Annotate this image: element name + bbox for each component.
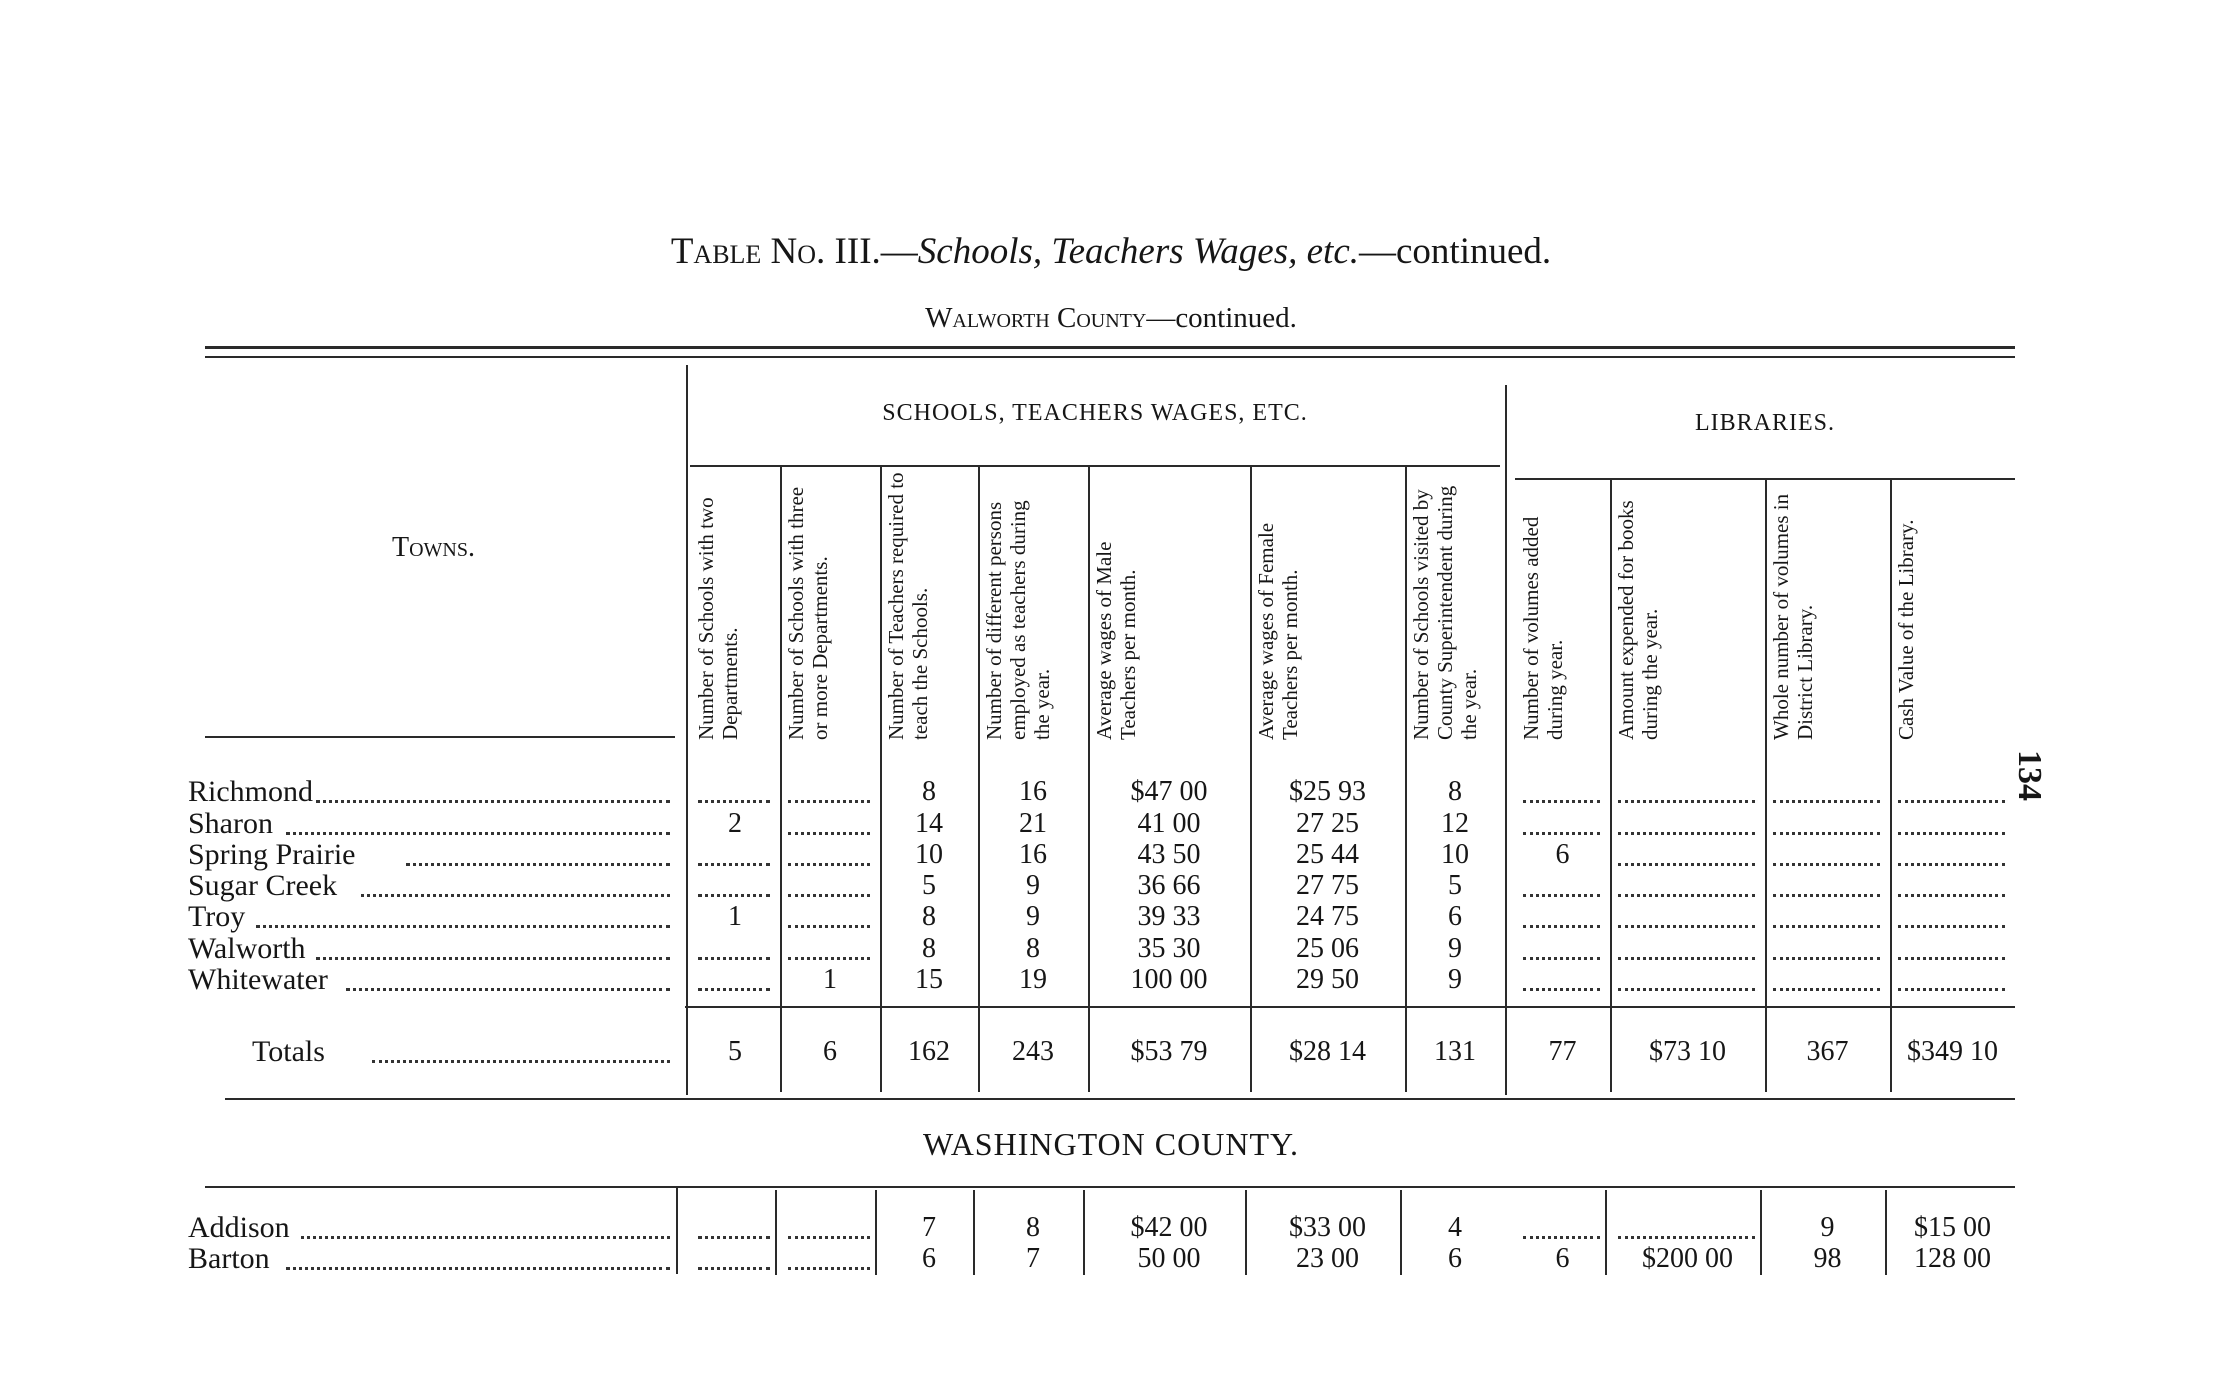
empty-cell-dots xyxy=(788,800,870,803)
empty-cell-dots xyxy=(1773,988,1880,991)
table-cell: $73 10 xyxy=(1649,1036,1726,1067)
column-header-8: Number of volumes added during year. xyxy=(1519,516,1567,740)
table-cell: 8 xyxy=(1026,933,1040,964)
table-cell: 8 xyxy=(1448,776,1462,807)
column-rule-10 xyxy=(1890,478,1892,1092)
leader-dots xyxy=(316,957,670,960)
column-header-6: Average wages of Female Teachers per month. xyxy=(1254,522,1302,740)
empty-cell-dots xyxy=(698,800,770,803)
washington-county-heading: WASHINGTON COUNTY. xyxy=(923,1126,1299,1162)
table-title-italic: Schools, Teachers Wages, etc. xyxy=(917,231,1359,272)
table-title-suffix: —continued. xyxy=(1359,231,1552,272)
table-cell: 5 xyxy=(728,1036,742,1067)
town-name: Troy xyxy=(188,900,246,933)
table-cell: 6 xyxy=(823,1036,837,1067)
empty-cell-dots xyxy=(788,925,870,928)
schools-group-header: SCHOOLS, TEACHERS WAGES, ETC. xyxy=(882,400,1308,426)
table-cell: $25 93 xyxy=(1289,776,1366,807)
table-cell: 27 75 xyxy=(1296,870,1359,901)
town-name: Barton xyxy=(188,1242,270,1275)
table-cell: 98 xyxy=(1813,1243,1842,1274)
totals-top-rule xyxy=(685,1006,2015,1008)
table-title xyxy=(0,230,2222,273)
table-cell: 9 xyxy=(1448,964,1462,995)
group-divider-rule xyxy=(1505,385,1507,1095)
column-header-5: Average wages of Male Teachers per month. xyxy=(1092,541,1140,740)
table-cell: 19 xyxy=(1019,964,1047,995)
empty-cell-dots xyxy=(1898,800,2005,803)
washington-top-rule xyxy=(205,1186,2015,1188)
towns-column-rule-wash xyxy=(676,1186,678,1274)
empty-cell-dots xyxy=(1898,894,2005,897)
town-name: Richmond xyxy=(188,775,313,808)
table-cell: 1 xyxy=(823,964,837,995)
table-cell: 29 50 xyxy=(1296,964,1359,995)
column-header-1: Number of Schools with two Departments. xyxy=(694,497,742,740)
table-cell: 9 xyxy=(1448,933,1462,964)
empty-cell-dots xyxy=(1898,863,2005,866)
table-cell: 9 xyxy=(1820,1212,1835,1243)
table-cell: 12 xyxy=(1441,808,1469,839)
table-cell: 23 00 xyxy=(1296,1243,1359,1274)
empty-cell-dots xyxy=(1773,894,1880,897)
table-cell: 6 xyxy=(1555,839,1570,870)
empty-cell-dots xyxy=(1523,1236,1600,1239)
column-header-11: Cash Value of the Library. xyxy=(1894,519,1918,740)
empty-cell-dots xyxy=(1773,832,1880,835)
column-rule-wash-1 xyxy=(775,1190,777,1275)
table-cell: 10 xyxy=(915,839,943,870)
table-cell: 14 xyxy=(915,808,943,839)
empty-cell-dots xyxy=(1898,925,2005,928)
table-cell: 21 xyxy=(1019,808,1047,839)
column-header-10: Whole number of volumes in District Library. xyxy=(1769,493,1817,740)
empty-cell-dots xyxy=(1618,832,1755,835)
table-cell: $47 00 xyxy=(1130,776,1208,807)
empty-cell-dots xyxy=(1523,832,1600,835)
town-name: Whitewater xyxy=(188,963,328,996)
leader-dots xyxy=(346,988,670,991)
empty-cell-dots xyxy=(1523,800,1600,803)
table-cell: $33 00 xyxy=(1289,1212,1366,1243)
table-cell: 367 xyxy=(1806,1036,1849,1067)
empty-cell-dots xyxy=(1618,1236,1755,1239)
empty-cell-dots xyxy=(788,1267,870,1270)
empty-cell-dots xyxy=(698,988,770,991)
table-cell: 25 06 xyxy=(1296,933,1359,964)
towns-header: Towns. xyxy=(392,532,475,563)
empty-cell-dots xyxy=(1773,800,1880,803)
table-cell: 36 66 xyxy=(1137,870,1201,901)
table-cell: $349 10 xyxy=(1907,1036,1998,1067)
empty-cell-dots xyxy=(1618,894,1755,897)
towns-column-rule xyxy=(686,365,688,1095)
leader-dots xyxy=(301,1236,670,1239)
table-cell: $15 00 xyxy=(1914,1212,1991,1243)
leader-dots xyxy=(286,1267,670,1270)
column-header-7: Number of Schools visited by County Superintendent during the year. xyxy=(1409,485,1481,740)
table-cell: 6 xyxy=(1448,1243,1462,1274)
town-name: Sharon xyxy=(188,807,273,840)
empty-cell-dots xyxy=(698,1267,770,1270)
table-cell: 43 50 xyxy=(1137,839,1201,870)
table-cell: $42 00 xyxy=(1130,1212,1208,1243)
empty-cell-dots xyxy=(788,1236,870,1239)
page-number: 134 xyxy=(2011,750,2048,801)
leader-dots xyxy=(406,863,670,866)
column-header-3: Number of Teachers required to teach the Schools. xyxy=(884,472,932,740)
table-cell: 6 xyxy=(922,1243,936,1274)
table-cell: 25 44 xyxy=(1296,839,1359,870)
top-rule xyxy=(205,346,2015,349)
table-cell: 7 xyxy=(922,1212,936,1243)
totals-label: Totals xyxy=(252,1035,325,1068)
table-cell: 1 xyxy=(728,901,742,932)
leader-dots xyxy=(256,925,670,928)
table-cell: 8 xyxy=(922,901,936,932)
empty-cell-dots xyxy=(788,894,870,897)
table-cell: 39 33 xyxy=(1137,901,1201,932)
empty-cell-dots xyxy=(1898,832,2005,835)
table-cell: 4 xyxy=(1448,1212,1462,1243)
table-cell: 8 xyxy=(922,776,936,807)
column-header-2: Number of Schools with three or more Departments. xyxy=(784,486,832,740)
table-cell: $53 79 xyxy=(1130,1036,1208,1067)
table-cell: 10 xyxy=(1441,839,1469,870)
table-cell: 6 xyxy=(1448,901,1462,932)
town-name: Sugar Creek xyxy=(188,869,338,902)
empty-cell-dots xyxy=(1523,894,1600,897)
table-cell: $28 14 xyxy=(1289,1036,1366,1067)
table-cell: 24 75 xyxy=(1296,901,1359,932)
empty-cell-dots xyxy=(698,1236,770,1239)
table-cell: 15 xyxy=(915,964,943,995)
empty-cell-dots xyxy=(698,894,770,897)
table-cell: 50 00 xyxy=(1137,1243,1201,1274)
town-name: Walworth xyxy=(188,932,306,965)
table-cell: 8 xyxy=(922,933,936,964)
empty-cell-dots xyxy=(1523,925,1600,928)
town-name: Spring Prairie xyxy=(188,838,356,871)
empty-cell-dots xyxy=(788,863,870,866)
empty-cell-dots xyxy=(1618,925,1755,928)
empty-cell-dots xyxy=(1773,925,1880,928)
empty-cell-dots xyxy=(698,863,770,866)
leader-dots xyxy=(316,800,670,803)
column-rule-wash-2 xyxy=(875,1190,877,1275)
leader-dots xyxy=(361,894,670,897)
table-cell: 9 xyxy=(1026,870,1040,901)
table-cell: 162 xyxy=(908,1036,950,1067)
table-cell: 2 xyxy=(728,808,742,839)
table-cell: 243 xyxy=(1012,1036,1054,1067)
county-suffix: —continued. xyxy=(1146,302,1297,334)
empty-cell-dots xyxy=(1773,863,1880,866)
empty-cell-dots xyxy=(788,957,870,960)
table-cell: 35 30 xyxy=(1137,933,1201,964)
table-title-prefix: Table No. III.— xyxy=(670,231,918,272)
table-cell: 77 xyxy=(1548,1036,1577,1067)
column-rule-8 xyxy=(1610,478,1612,1092)
empty-cell-dots xyxy=(1618,957,1755,960)
empty-cell-dots xyxy=(1618,988,1755,991)
totals-bottom-rule xyxy=(225,1098,2015,1100)
leader-dots xyxy=(372,1060,670,1063)
table-cell: 7 xyxy=(1026,1243,1040,1274)
empty-cell-dots xyxy=(1523,957,1600,960)
table-cell: 41 00 xyxy=(1137,808,1201,839)
table-cell: 128 00 xyxy=(1914,1243,1991,1274)
empty-cell-dots xyxy=(788,832,870,835)
empty-cell-dots xyxy=(1898,988,2005,991)
table-cell: 27 25 xyxy=(1296,808,1359,839)
table-cell: 9 xyxy=(1026,901,1040,932)
table-cell: 131 xyxy=(1434,1036,1476,1067)
table-cell: 5 xyxy=(1448,870,1462,901)
empty-cell-dots xyxy=(1618,863,1755,866)
column-header-9: Amount expended for books during the year. xyxy=(1614,500,1662,740)
column-rule-1 xyxy=(780,465,782,1092)
empty-cell-dots xyxy=(698,957,770,960)
table-cell: 8 xyxy=(1026,1212,1040,1243)
table-cell: 16 xyxy=(1019,776,1047,807)
county-name: Walworth County xyxy=(925,302,1147,334)
table-cell: 16 xyxy=(1019,839,1047,870)
column-rule-9 xyxy=(1765,478,1767,1092)
group-rule-schools xyxy=(690,465,1500,467)
table-cell: 6 xyxy=(1555,1243,1570,1274)
table-cell: $200 00 xyxy=(1642,1243,1733,1274)
column-header-4: Number of different persons employed as teachers during the year. xyxy=(982,500,1054,740)
table-cell: 100 00 xyxy=(1130,964,1208,995)
county-subtitle xyxy=(0,302,2222,335)
town-name: Addison xyxy=(188,1211,290,1244)
header-bottom-rule xyxy=(205,736,675,738)
empty-cell-dots xyxy=(1523,988,1600,991)
empty-cell-dots xyxy=(1898,957,2005,960)
libraries-group-header: LIBRARIES. xyxy=(1694,410,1835,436)
empty-cell-dots xyxy=(1773,957,1880,960)
empty-cell-dots xyxy=(1618,800,1755,803)
table-cell: 5 xyxy=(922,870,936,901)
top-rule-2 xyxy=(205,356,2015,358)
leader-dots xyxy=(286,832,670,835)
